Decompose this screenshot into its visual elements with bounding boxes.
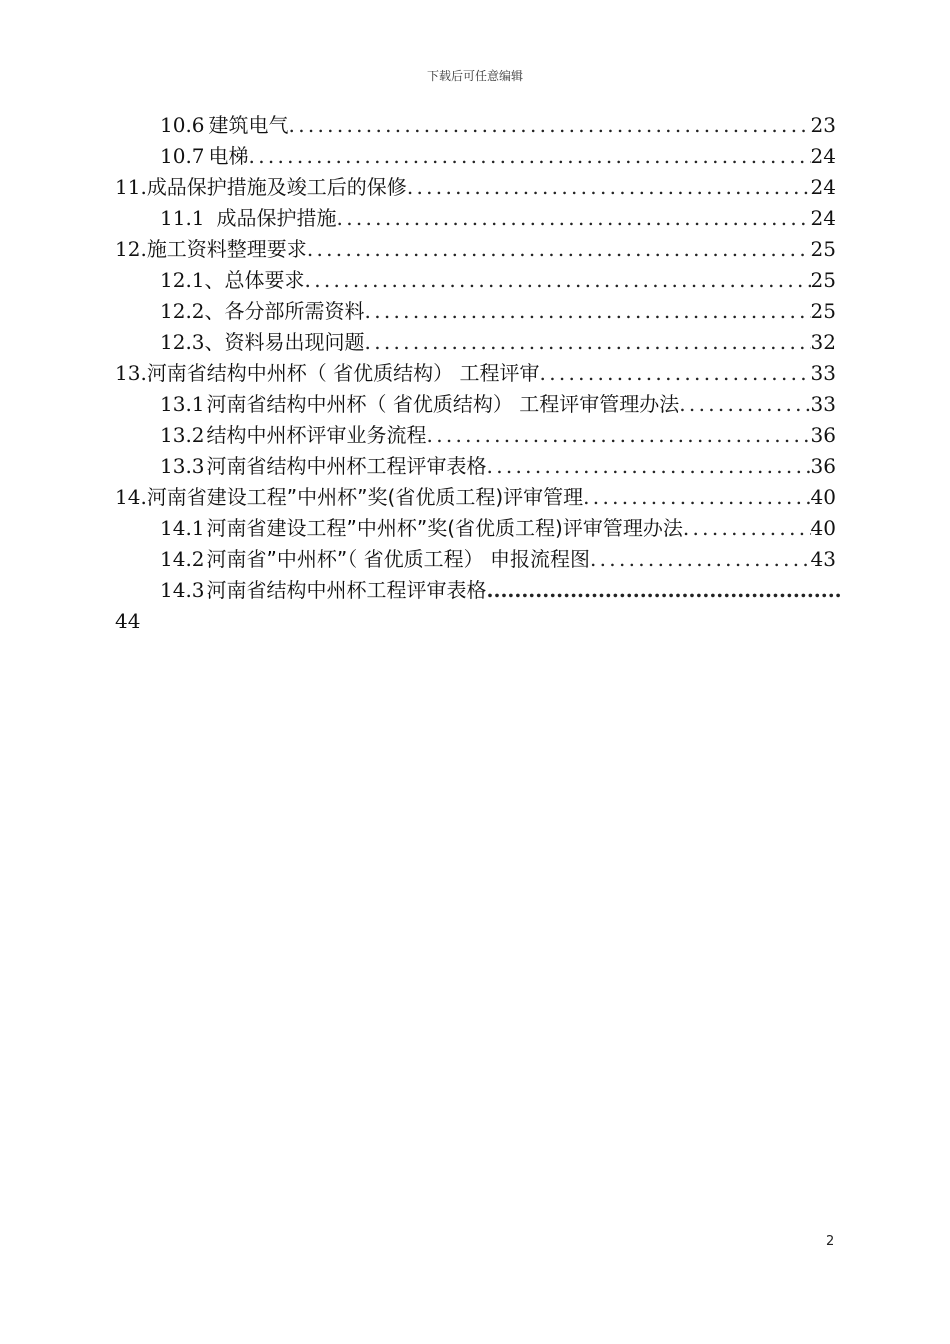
toc-entry[interactable] <box>160 141 836 171</box>
toc-entry-title: 总体要求 <box>224 268 305 292</box>
toc-entry-page: 32 <box>810 330 836 354</box>
toc-entry-page: 25 <box>810 237 836 261</box>
toc-entry-title: 河南省结构中州杯工程评审表格 <box>206 454 487 478</box>
toc-entry-title: 河南省结构中州杯（ 省优质结构） 工程评审 <box>146 361 540 385</box>
toc-leader <box>289 110 811 140</box>
toc-entry[interactable] <box>115 172 836 202</box>
toc-entry-title: 河南省”中州杯”（ 省优质工程） 申报流程图 <box>206 547 590 571</box>
toc-entry-number: 13. <box>115 361 147 385</box>
toc-entry-title: 成品保护措施及竣工后的保修 <box>146 175 407 199</box>
toc-entry-page: 23 <box>810 113 836 137</box>
toc-entry-page: 24 <box>810 144 836 168</box>
toc-entry-number: 10.6 <box>160 113 205 137</box>
toc-entry-number: 12.1、 <box>160 268 225 292</box>
toc-entry[interactable] <box>160 575 842 605</box>
toc-leader <box>540 358 811 388</box>
toc-entry-title: 电梯 <box>208 144 249 168</box>
toc-entry-number: 11.1 <box>160 206 205 230</box>
toc-entry-title: 各分部所需资料 <box>224 299 365 323</box>
toc-leader <box>590 544 811 574</box>
toc-entry[interactable] <box>160 327 836 357</box>
toc-entry[interactable] <box>160 513 836 543</box>
toc-entry-number: 14.3 <box>160 578 205 602</box>
toc-entry-title: 河南省建设工程”中州杯”奖(省优质工程)评审管理办法 <box>206 516 683 540</box>
toc-entry-title: 施工资料整理要求 <box>146 237 307 261</box>
toc-leader <box>407 172 811 202</box>
toc-entry-number: 13.1 <box>160 392 205 416</box>
toc-entry-title: 河南省结构中州杯工程评审表格 <box>206 578 487 602</box>
toc-entry-title: 成品保护措施 <box>216 206 337 230</box>
toc-entry-page: 36 <box>810 423 836 447</box>
toc-leader <box>583 482 810 512</box>
toc-entry[interactable] <box>160 203 836 233</box>
toc-entry[interactable] <box>115 482 836 512</box>
toc-entry-number: 10.7 <box>160 144 205 168</box>
toc-leader <box>487 451 811 481</box>
toc-entry-page: 40 <box>810 485 836 509</box>
toc-entry-title: 河南省结构中州杯（ 省优质结构） 工程评审管理办法 <box>206 392 680 416</box>
toc-entry-page: 36 <box>810 454 836 478</box>
toc-entry-page: 43 <box>810 547 836 571</box>
toc-entry[interactable] <box>115 358 836 388</box>
toc-entry-number: 13.3 <box>160 454 205 478</box>
toc-entry-title: 河南省建设工程”中州杯”奖(省优质工程)评审管理 <box>146 485 584 509</box>
toc-entry-page: 24 <box>810 175 836 199</box>
toc-entry-title: 结构中州杯评审业务流程 <box>206 423 427 447</box>
toc-leader <box>249 141 811 171</box>
toc-entry-number: 12.3、 <box>160 330 225 354</box>
toc-entry-number: 14.2 <box>160 547 205 571</box>
toc-leader <box>365 296 811 326</box>
toc-entry-number: 11. <box>115 175 147 199</box>
toc-leader <box>679 389 810 419</box>
toc-entry[interactable] <box>160 420 836 450</box>
toc-entry[interactable] <box>160 451 836 481</box>
toc-entry-number: 12. <box>115 237 147 261</box>
toc-entry[interactable] <box>160 110 836 140</box>
toc-entry-page-wrapped <box>115 606 175 636</box>
toc-entry-page: 33 <box>810 361 836 385</box>
toc-entry-page: 44 <box>115 609 141 633</box>
toc-entry[interactable] <box>160 265 836 295</box>
header-note: 下载后可任意编辑 <box>426 69 523 83</box>
toc-entry-page: 40 <box>810 516 836 540</box>
toc-entry-number: 14.1 <box>160 516 205 540</box>
toc-entry[interactable] <box>160 296 836 326</box>
toc-entry-number: 13.2 <box>160 423 205 447</box>
toc-entry-number: 12.2、 <box>160 299 225 323</box>
toc-entry-page: 24 <box>810 206 836 230</box>
toc-leader <box>365 327 811 357</box>
toc-leader <box>307 234 811 264</box>
toc-leader <box>487 575 842 605</box>
toc-entry-page: 33 <box>810 392 836 416</box>
toc-entry-title: 建筑电气 <box>208 113 289 137</box>
toc-leader <box>305 265 811 295</box>
toc-leader <box>683 513 811 543</box>
toc-entry[interactable] <box>115 234 836 264</box>
toc-entry-title: 资料易出现问题 <box>224 330 365 354</box>
toc-entry[interactable] <box>160 544 836 574</box>
toc-leader <box>427 420 811 450</box>
toc-entry[interactable] <box>160 389 836 419</box>
toc-entry-page: 25 <box>810 299 836 323</box>
toc-leader <box>337 203 811 233</box>
page-number: 2 <box>826 1234 835 1249</box>
toc-entry-number: 14. <box>115 485 147 509</box>
toc-entry-page: 25 <box>810 268 836 292</box>
